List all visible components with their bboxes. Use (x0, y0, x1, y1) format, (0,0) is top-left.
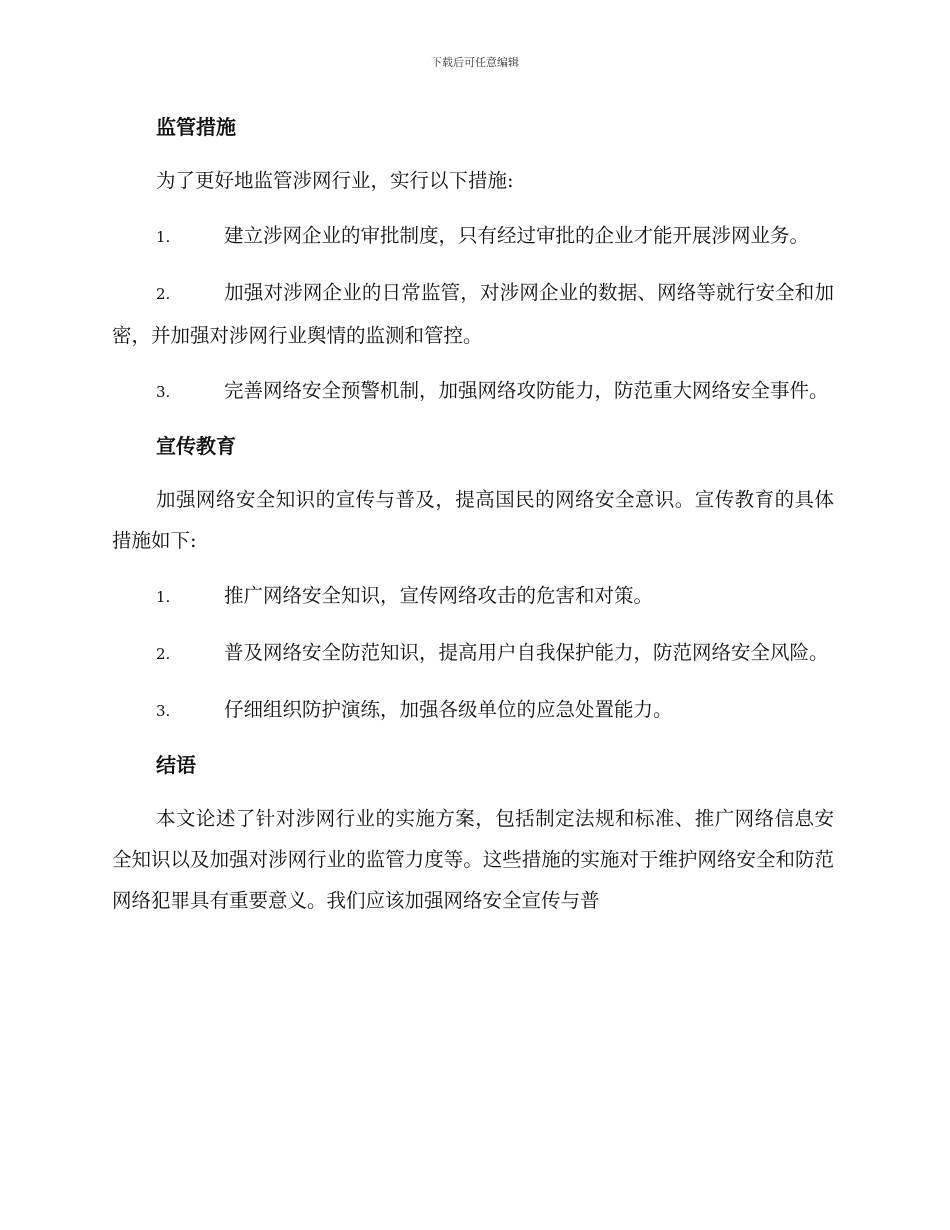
section-education (112, 427, 834, 732)
section-supervision (112, 108, 834, 413)
section-heading: 宣传教育 (156, 434, 236, 458)
document-body (112, 108, 834, 935)
list-item (112, 575, 834, 618)
list-item-text: 普及网络安全防范知识，提高用户自我保护能力，防范网络安全风险。 (224, 641, 829, 664)
list-item-number: 1. (156, 588, 171, 606)
section-intro: 为了更好地监管涉网行业，实行以下措施: (156, 169, 514, 192)
section-heading: 结语 (156, 753, 196, 777)
list-item-number: 1. (156, 228, 171, 246)
list-item-number: 2. (156, 285, 171, 303)
list-item-number: 3. (156, 383, 171, 401)
list-item-number: 2. (156, 645, 171, 663)
section-conclusion (112, 746, 834, 921)
list-item (112, 632, 834, 675)
list-item (112, 215, 834, 258)
list-item-text: 推广网络安全知识，宣传网络攻击的危害和对策。 (224, 584, 654, 607)
list-item-text: 建立涉网企业的审批制度，只有经过审批的企业才能开展涉网业务。 (224, 224, 810, 247)
list-item-text: 加强对涉网企业的日常监管，对涉网企业的数据、网络等就行安全和加密，并加强对涉网行业舆情的监测和管控。 (112, 281, 834, 347)
list-item (112, 272, 834, 356)
list-item (112, 689, 834, 732)
header-note: 下载后可任意编辑 (431, 56, 519, 69)
list-item-text: 仔细组织防护演练，加强各级单位的应急处置能力。 (224, 698, 673, 721)
list-item (112, 370, 834, 413)
list-item-text: 完善网络安全预警机制，加强网络攻防能力，防范重大网络安全事件。 (224, 379, 829, 402)
section-intro: 加强网络安全知识的宣传与普及，提高国民的网络安全意识。宣传教育的具体措施如下: (112, 488, 834, 552)
section-heading: 监管措施 (156, 115, 236, 139)
list-item-number: 3. (156, 702, 171, 720)
conclusion-paragraph: 本文论述了针对涉网行业的实施方案，包括制定法规和标准、推广网络信息安全知识以及加强对涉网行业的监管力度等。这些措施的实施对于维护网络安全和防范网络犯罪具有重要意义。我们应该加强网络安全宣传与普 (112, 807, 834, 912)
